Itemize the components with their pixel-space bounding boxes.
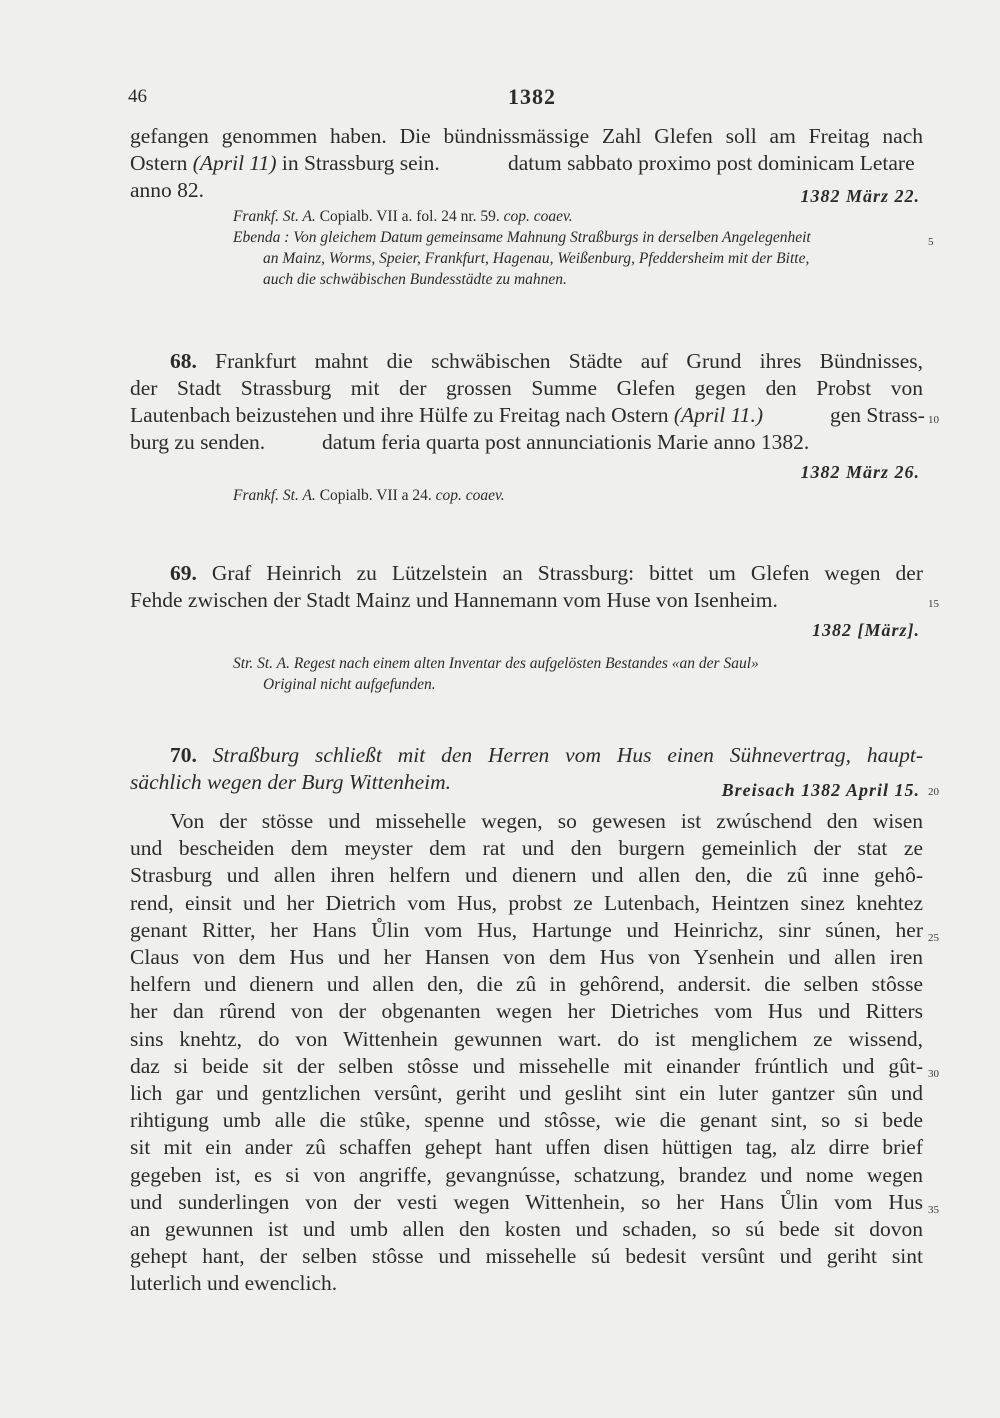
body-line: helfern und dienern und allen den, die zû in gehôrend, andersit. die selben stôsse [130, 972, 923, 997]
source-note: Regest nach einem alten Inventar des aufgelösten Bestandes «an der Saul» [293, 655, 759, 672]
body-text: Graf Heinrich zu Lützelstein an Strassburg: bittet um Glefen wegen der [211, 561, 923, 585]
archive-ref: Copialb. VII a. fol. 24 nr. 59. [319, 208, 500, 225]
entry-number: 69. [170, 561, 197, 585]
page-year-header: 1382 [508, 84, 556, 109]
body-line: Claus von dem Hus und her Hansen von dem Hus von Ysenhein und allen iren [130, 945, 923, 969]
source-citation [233, 207, 573, 227]
body-line: sit mit ein ander zû schaffen gehept hant uffen disen hüttigen tag, alz dirre brief [130, 1135, 923, 1160]
entry-heading-line: sächlich wegen der Burg Wittenheim. [130, 770, 452, 794]
entry-date: Breisach 1382 April 15. [721, 780, 920, 800]
source-citation [233, 654, 759, 674]
body-line: sins knehtz, do von Wittenhein gewunnen wart. do ist menglichem ze wissend, [130, 1026, 923, 1051]
body-line: gegeben ist, es si von angriffe, gevangnússe, schatzung, brandez und nome wegen [130, 1162, 923, 1187]
line-number: 20 [928, 786, 939, 798]
line-number: 5 [928, 236, 934, 248]
entry-heading [170, 742, 923, 769]
body-line: und bescheiden dem meyster dem rat und den burgern gemeinlich der stat ze [130, 836, 923, 861]
body-line: anno 82. [130, 178, 205, 202]
entry-number: 70. [170, 743, 197, 767]
line-number: 35 [928, 1204, 939, 1216]
body-line: rend, einsit und her Dietrich vom Hus, probst ze Lutenbach, Heintzen sinez knehtez [130, 890, 923, 915]
source-note-line: an Mainz, Worms, Speier, Frankfurt, Hagenau, Weißenburg, Pfeddersheim mit der Bitte, [263, 250, 810, 267]
archive-ref: Copialb. VII a 24. [319, 487, 432, 504]
line-number: 25 [928, 932, 939, 944]
datum-clause: datum sabbato proximo post dominicam Letare [508, 151, 915, 175]
date-reference: (April 11) [192, 151, 277, 175]
body-line: lich gar und gentzlichen versûnt, geriht und gesliht sint ein luter gantzer sûn und [130, 1081, 923, 1105]
body-line: rihtigung umb alle die stûke, spenne und stôsse, wie die genant sint, so si bede [130, 1108, 923, 1133]
body-line [130, 150, 440, 177]
entry-first-line [170, 348, 923, 375]
body-line: der Stadt Strassburg mit der grossen Summe Glefen gegen den Probst von [130, 376, 923, 400]
body-line: Fehde zwischen der Stadt Mainz und Hannemann vom Huse von Isenheim. [130, 588, 778, 612]
body-line: her dan rûrend von der obgenanten wegen her Dietriches vom Hus und Ritters [130, 999, 923, 1024]
line-number: 15 [928, 598, 939, 610]
source-note-line: Original nicht aufgefunden. [263, 676, 436, 693]
body-line: genant Ritter, her Hans Ůlin vom Hus, Hartunge und Heinrichz, sinr súnen, her [130, 917, 923, 942]
body-text: Ostern [130, 151, 188, 175]
entry-number: 68. [170, 349, 197, 373]
body-line: Strasburg und allen ihren helfern und dienern und allen den, die zû inne gehô- [130, 863, 923, 888]
line-number: 10 [928, 414, 939, 426]
body-line: und sunderlingen von der vesti wegen Wittenhein, so her Hans Ůlin vom Hus [130, 1189, 923, 1214]
entry-date: 1382 März 22. [800, 186, 920, 206]
page-number: 46 [128, 86, 147, 107]
archive-name: Str. St. A. [233, 655, 290, 672]
source-citation [233, 486, 505, 506]
body-line [130, 402, 763, 429]
copy-note: cop. coaev. [503, 208, 573, 225]
body-text: Lautenbach beizustehen und ihre Hülfe zu Freitag nach Ostern [130, 403, 669, 427]
body-line: daz si beide sit der selben stôsse und missehelle mit einander frúntlich und gût- [130, 1053, 923, 1078]
body-line: luterlich und ewenclich. [130, 1271, 338, 1296]
date-reference: (April 11.) [673, 403, 764, 427]
datum-clause: datum feria quarta post annunciationis Marie anno 1382. [322, 430, 810, 454]
copy-note: cop. coaev. [435, 487, 505, 504]
body-text: gen Strass- [830, 403, 925, 427]
heading-text: Straßburg schließt mit den Herren vom Hus einen Sühnevertrag, haupt- [212, 743, 924, 767]
body-line: gehept hant, der selben stôsse und missehelle sú bedesit versûnt und geriht sint [130, 1244, 923, 1269]
body-line: an gewunnen ist und umb allen den kosten und schaden, so sú bede sit dovon [130, 1217, 923, 1241]
archive-name: Frankf. St. A. [233, 487, 316, 504]
entry-first-line [170, 560, 923, 587]
entry-date: 1382 März 26. [800, 462, 920, 482]
archive-name: Frankf. St. A. [233, 208, 316, 225]
entry-date: 1382 [März]. [811, 620, 920, 640]
body-text: Frankfurt mahnt die schwäbischen Städte auf Grund ihres Bündnisses, [215, 349, 923, 373]
source-note-line: auch die schwäbischen Bundesstädte zu mahnen. [263, 271, 567, 288]
body-line: burg zu senden. [130, 430, 266, 454]
body-line: gefangen genommen haben. Die bündnissmässige Zahl Glefen soll am Freitag nach [130, 124, 923, 148]
source-note-line: Ebenda : Von gleichem Datum gemeinsame Mahnung Straßburgs in derselben Angelegenheit [233, 229, 811, 246]
body-line: Von der stösse und missehelle wegen, so gewesen ist zwúschend den wisen [170, 809, 923, 833]
line-number: 30 [928, 1068, 939, 1080]
body-text: in Strassburg sein. [281, 151, 440, 175]
